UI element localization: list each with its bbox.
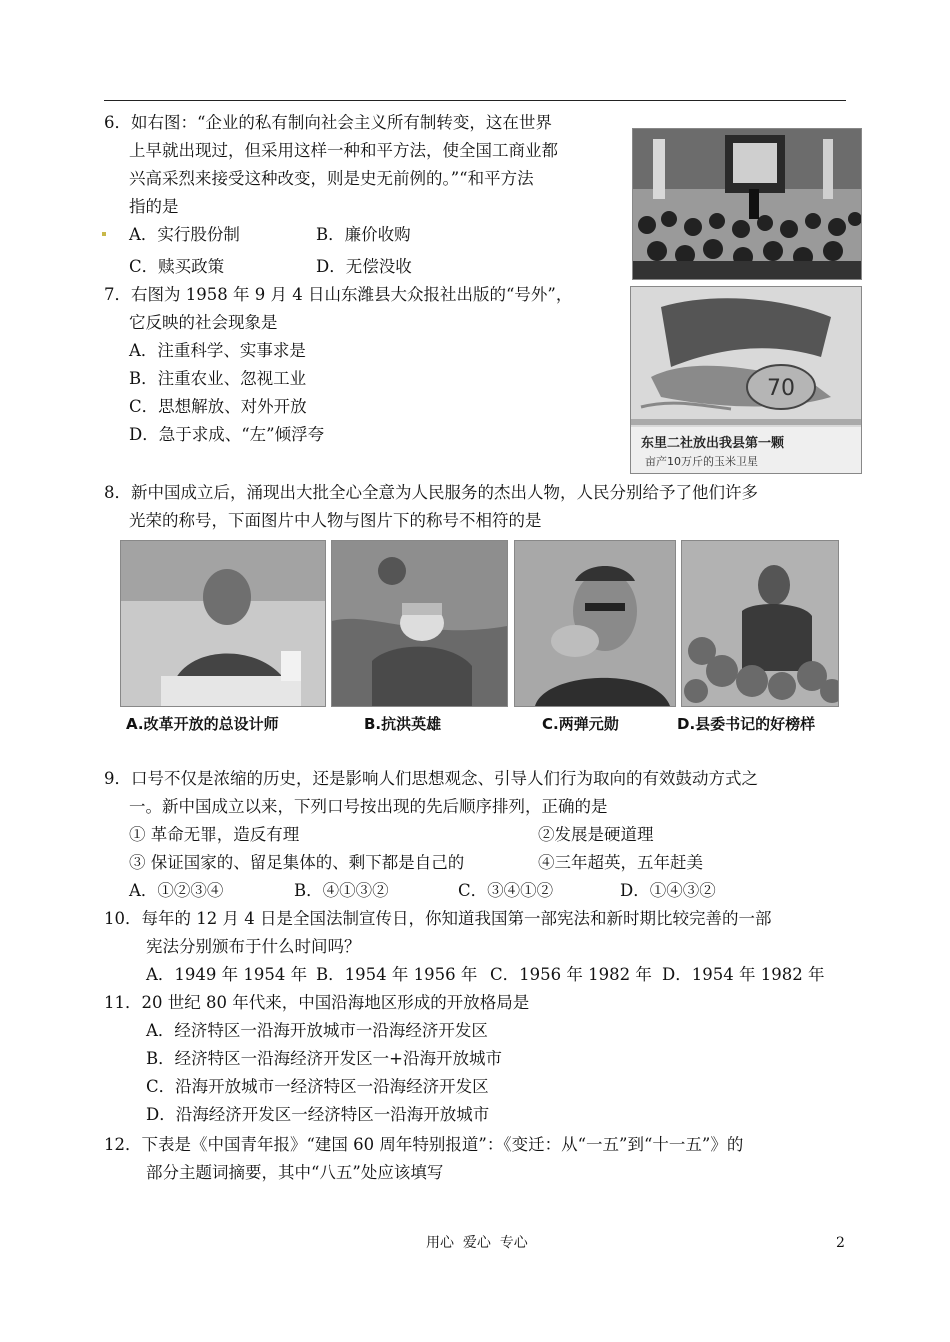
q10-line-1: 10．每年的 12 月 4 日是全国法制宣传日，你知道我国第一部宪法和新时期比较完善的一部	[104, 909, 772, 928]
q11-option-d: D．沿海经济开发区一经济特区一沿海开放城市	[146, 1105, 490, 1124]
q9-option-d: D．①④③②	[620, 881, 716, 900]
q12-line-2: 部分主题词摘要，其中“八五”处应该填写	[146, 1163, 444, 1182]
q11-option-b: B．经济特区一沿海经济开发区一+沿海开放城市	[146, 1049, 502, 1068]
header-rule	[104, 100, 846, 101]
q6-line-4: 指的是	[129, 197, 179, 216]
q9-slogan-3: ③ 保证国家的、留足集体的、剩下都是自己的	[129, 853, 465, 872]
newspaper-extra-photo	[630, 286, 862, 474]
newspaper-headline-1: 东里二社放出我县第一颗	[641, 436, 785, 451]
q6-line-1: 6．如右图：“企业的私有制向社会主义所有制转变，这在世界	[104, 113, 552, 132]
svg-text:70: 70	[767, 376, 795, 401]
q6-option-b: B．廉价收购	[316, 225, 411, 244]
q7-option-c: C．思想解放、对外开放	[129, 397, 307, 416]
q7-option-a: A．注重科学、实事求是	[129, 341, 306, 360]
crowd-rally-photo	[632, 128, 862, 280]
q7-option-d: D．急于求成、“左”倾浮夸	[129, 425, 325, 444]
q10-option-d: D．1954 年 1982 年	[662, 965, 825, 984]
q6-option-c: C．赎买政策	[129, 257, 225, 276]
q8-line-2: 光荣的称号，下面图片中人物与图片下的称号不相符的是	[129, 511, 542, 530]
q6-line-3: 兴高采烈来接受这种改变，则是史无前例的。”“和平方法	[129, 169, 534, 188]
q9-slogan-1: ① 革命无罪，造反有理	[129, 825, 300, 844]
q8-line-1: 8．新中国成立后，涌现出大批全心全意为人民服务的杰出人物，人民分别给予了他们许多	[104, 483, 758, 502]
q9-option-b: B．④①③②	[294, 881, 389, 900]
q9-option-c: C．③④①②	[458, 881, 554, 900]
scientist-photo	[514, 540, 676, 707]
page-number: 2	[836, 1235, 845, 1251]
q9-slogan-2: ②发展是硬道理	[538, 825, 654, 844]
q6-option-d: D．无偿没收	[316, 257, 412, 276]
q11-option-c: C．沿海开放城市一经济特区一沿海经济开发区	[146, 1077, 489, 1096]
q10-option-a: A．1949 年 1954 年	[146, 965, 308, 984]
q8-caption-d: D.县委书记的好榜样	[677, 715, 816, 733]
stray-mark	[102, 232, 106, 236]
q10-option-c: C．1956 年 1982 年	[490, 965, 652, 984]
flood-hero-photo	[331, 540, 508, 707]
portrait-photo	[120, 540, 326, 707]
q9-line-2: 一。新中国成立以来，下列口号按出现的先后顺序排列，正确的是	[129, 797, 608, 816]
q9-option-a: A．①②③④	[129, 881, 224, 900]
q8-caption-c: C.两弹元勋	[542, 715, 619, 733]
county-secretary-photo	[681, 540, 839, 707]
q10-option-b: B．1954 年 1956 年	[316, 965, 478, 984]
newspaper-headline-2: 亩产10万斤的玉米卫星	[645, 455, 758, 468]
q9-slogan-4: ④三年超英，五年赶美	[538, 853, 703, 872]
q8-caption-b: B.抗洪英雄	[364, 715, 442, 733]
q11-option-a: A．经济特区一沿海开放城市一沿海经济开发区	[146, 1021, 488, 1040]
q10-line-2: 宪法分别颁布于什么时间吗？	[146, 937, 361, 956]
q6-option-a: A．实行股份制	[129, 225, 240, 244]
q11-stem: 11．20 世纪 80 年代来，中国沿海地区形成的开放格局是	[104, 993, 530, 1012]
q7-line-2: 它反映的社会现象是	[129, 313, 278, 332]
q9-line-1: 9．口号不仅是浓缩的历史，还是影响人们思想观念、引导人们行为取向的有效鼓动方式之	[104, 769, 758, 788]
q7-option-b: B．注重农业、忽视工业	[129, 369, 307, 388]
q12-line-1: 12．下表是《中国青年报》“建国 60 周年特别报道”：《变迁：从“一五”到“十一五”》的	[104, 1135, 744, 1154]
q6-line-2: 上早就出现过，但采用这样一种和平方法，使全国工商业都	[129, 141, 558, 160]
footer-motto: 用心 爱心 专心	[426, 1235, 528, 1251]
q8-caption-a: A.改革开放的总设计师	[126, 715, 279, 733]
q7-line-1: 7．右图为 1958 年 9 月 4 日山东潍县大众报社出版的“号外”，	[104, 285, 573, 304]
